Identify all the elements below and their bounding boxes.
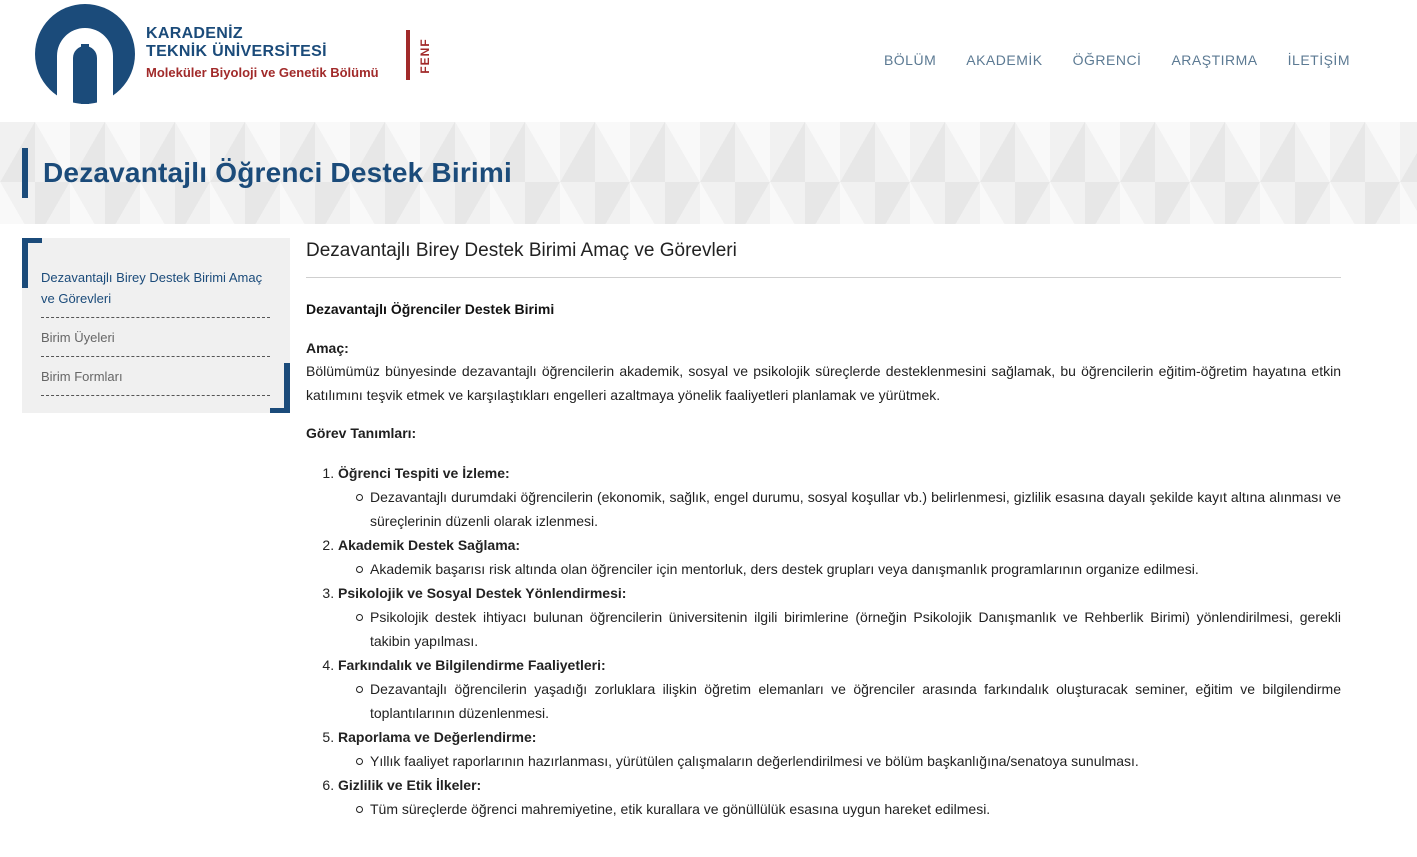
- faculty-badge-text: FENF: [418, 38, 432, 74]
- brand-line-2: TEKNİK ÜNİVERSİTESİ: [146, 43, 327, 60]
- sidebar-corner-accent: [22, 238, 28, 288]
- task-list: [306, 461, 1341, 821]
- nav-item-ogrenci[interactable]: ÖĞRENCİ: [1072, 52, 1142, 68]
- faculty-badge: [414, 34, 436, 78]
- sidebar-item-amac-gorevler[interactable]: Dezavantajlı Birey Destek Birimi Amaç ve Görevleri: [41, 267, 270, 318]
- task-detail: Psikolojik destek ihtiyacı bulunan öğrencilerin üniversitenin ilgili birimlerine (örneğin Psikolojik Danışmanlık ve Rehberlik Birimi) yönlendirilmesi, gerekli takibin yapılması.: [356, 605, 1341, 653]
- main-nav: [884, 52, 1350, 68]
- sidebar-menu: [41, 267, 270, 405]
- sidebar-corner-accent: [284, 363, 290, 413]
- task-item: [338, 725, 1341, 773]
- sidebar-item-birim-formlari[interactable]: Birim Formları: [41, 366, 270, 396]
- task-item: [338, 773, 1341, 821]
- task-detail: Dezavantajlı öğrencilerin yaşadığı zorluklara ilişkin öğretim elemanları ve öğrenciler arasında farkındalık oluşturacak seminer, eğitim ve bilgilendirme toplantılarının düzenlenmesi.: [356, 677, 1341, 725]
- task-title: Gizlilik ve Etik İlkeler:: [338, 777, 482, 793]
- sidebar: [22, 238, 290, 413]
- site-header: [0, 0, 1417, 122]
- task-title: Psikolojik ve Sosyal Destek Yönlendirmesi:: [338, 585, 627, 601]
- sidebar-corner-accent: [22, 238, 42, 243]
- brand-text[interactable]: [146, 25, 379, 83]
- task-item: [338, 581, 1341, 653]
- sidebar-item-birim-uyeleri[interactable]: Birim Üyeleri: [41, 327, 270, 357]
- banner-accent-bar: [22, 148, 28, 198]
- main-content: [306, 238, 1341, 821]
- task-title: Raporlama ve Değerlendirme:: [338, 729, 537, 745]
- task-detail: Akademik başarısı risk altında olan öğrenciler için mentorluk, ders destek grupları veya danışmanlık programlarının organize edilmesi.: [356, 557, 1341, 581]
- content-subheading: Dezavantajlı Öğrenciler Destek Birimi: [306, 301, 555, 317]
- amac-text: Bölümümüz bünyesinde dezavantajlı öğrencilerin akademik, sosyal ve psikolojik süreçlerde desteklenmesini sağlamak, bu öğrencilerin eğitim-öğretim hayatına etkin katılımını teşvik etmek ve karşılaştıkları engelleri azaltmaya yönelik faaliyetleri planlamak ve yürütmek.: [306, 363, 1341, 403]
- task-detail: Dezavantajlı durumdaki öğrencilerin (ekonomik, sağlık, engel durumu, sosyal koşullar vb.) belirlenmesi, gizlilik esasına dayalı şekilde kayıt altına alınması ve süreçlerinin düzenli olarak izlenmesi.: [356, 485, 1341, 533]
- nav-item-akademik[interactable]: AKADEMİK: [966, 52, 1043, 68]
- page-title: Dezavantajlı Öğrenci Destek Birimi: [43, 157, 512, 188]
- task-title: Farkındalık ve Bilgilendirme Faaliyetleri:: [338, 657, 606, 673]
- task-detail: Yıllık faaliyet raporlarının hazırlanması, yürütülen çalışmaların değerlendirilmesi ve bölüm başkanlığına/senatoya sunulması.: [356, 749, 1341, 773]
- nav-item-iletisim[interactable]: İLETİŞİM: [1287, 52, 1350, 68]
- brand-line-1: KARADENİZ: [146, 25, 243, 42]
- task-title: Öğrenci Tespiti ve İzleme:: [338, 465, 510, 481]
- brand-department: Moleküler Biyoloji ve Genetik Bölümü: [146, 65, 379, 80]
- gorev-label: Görev Tanımları:: [306, 425, 417, 441]
- task-detail: Tüm süreçlerde öğrenci mahremiyetine, etik kurallara ve gönüllülük esasına uygun hareket edilmesi.: [356, 797, 1341, 821]
- task-item: [338, 653, 1341, 725]
- ktu-logo-icon[interactable]: [35, 4, 135, 104]
- page-banner: [0, 122, 1417, 224]
- task-item: [338, 461, 1341, 533]
- content-heading: Dezavantajlı Birey Destek Birimi Amaç ve Görevleri: [306, 238, 1341, 278]
- nav-item-arastirma[interactable]: ARAŞTIRMA: [1171, 52, 1258, 68]
- task-item: [338, 533, 1341, 581]
- task-title: Akademik Destek Sağlama:: [338, 537, 521, 553]
- sidebar-corner-accent: [270, 408, 290, 413]
- amac-label: Amaç:: [306, 340, 349, 356]
- brand-divider: [406, 30, 410, 80]
- nav-item-bolum[interactable]: BÖLÜM: [883, 52, 937, 68]
